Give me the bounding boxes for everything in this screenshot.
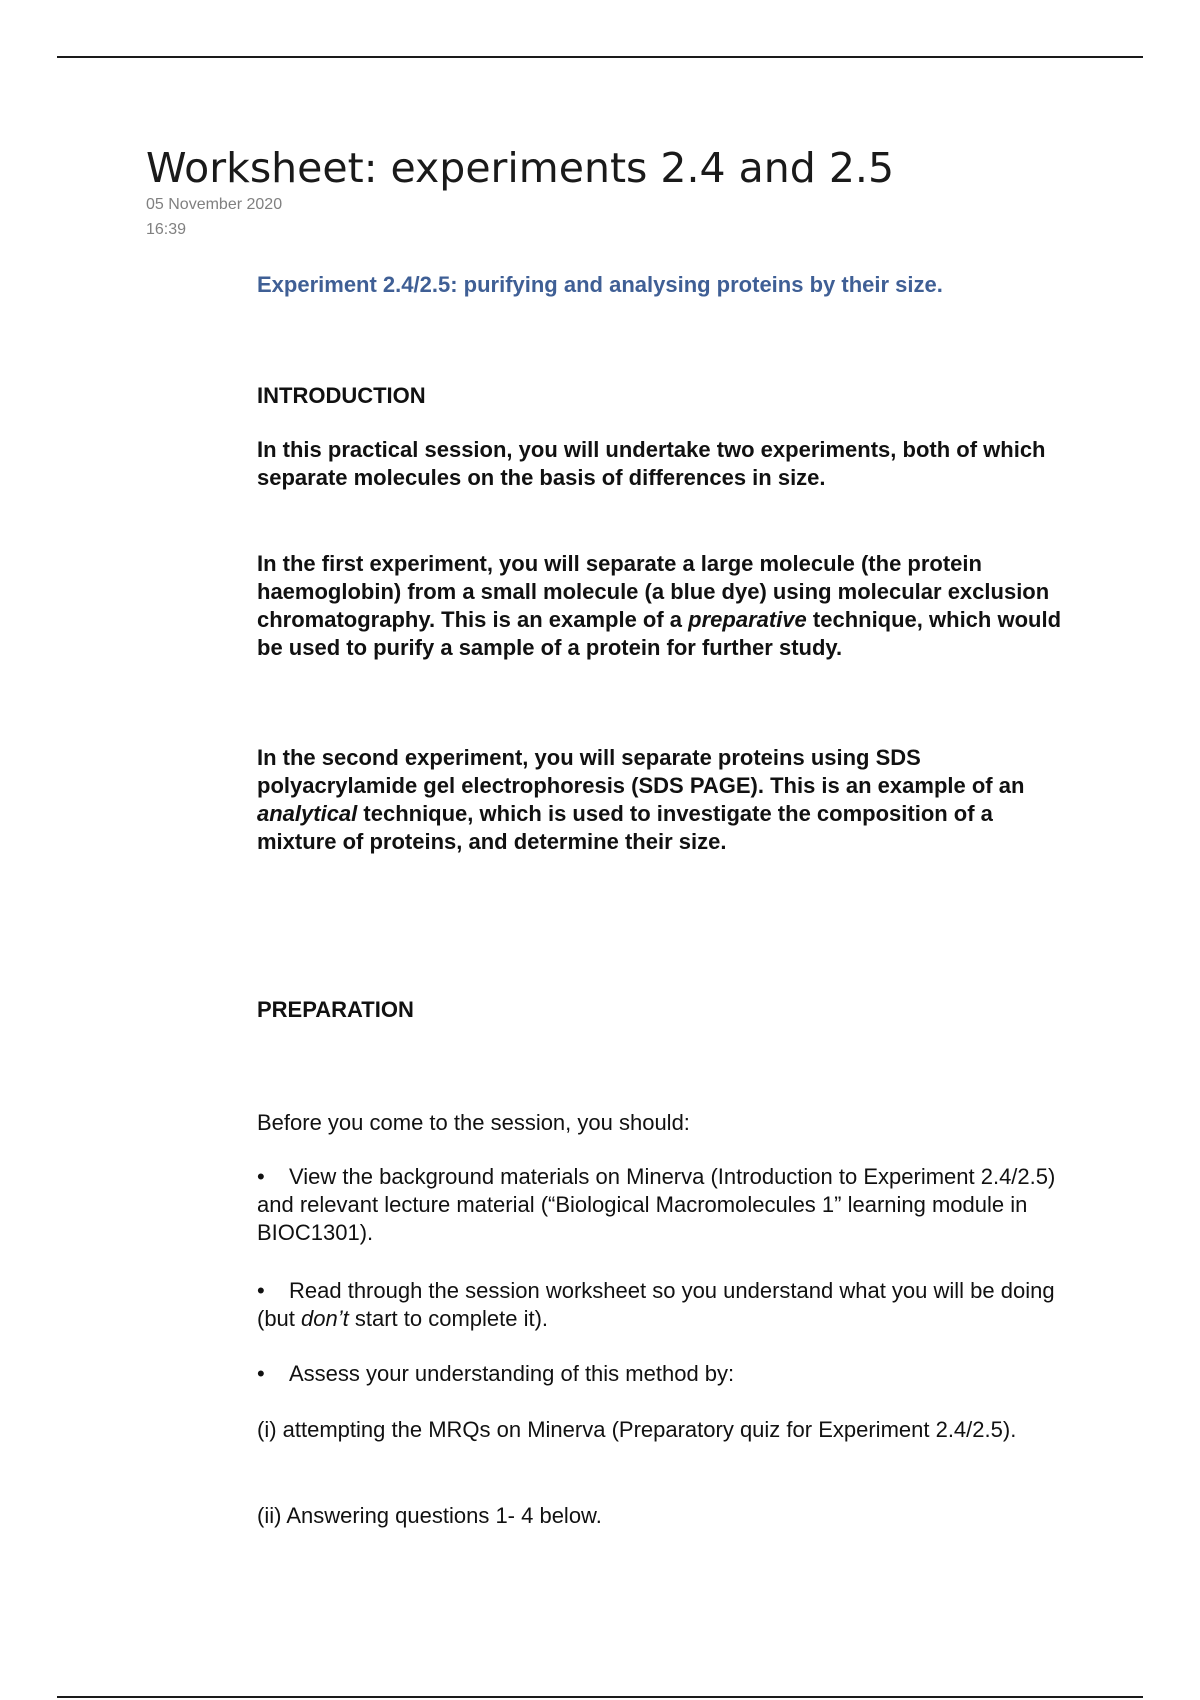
preparation-bullet-3 — [257, 1360, 1067, 1388]
experiment-subheading: Experiment 2.4/2.5: purifying and analysing proteins by their size. — [257, 272, 943, 297]
intro-paragraph-3 — [257, 744, 1067, 856]
intro-paragraph-2-text-b: technique, which would be used to purify a sample of a protein for further study. — [257, 607, 1062, 660]
page-title: Worksheet: experiments 2.4 and 2.5 — [146, 144, 895, 192]
preparation-bullet-2-text-a: Read through the session worksheet so you understand what you will be doing (but — [257, 1278, 1055, 1331]
analytical-emphasis: analytical — [257, 801, 358, 826]
bullet-marker: • — [257, 1361, 265, 1386]
page-time: 16:39 — [146, 221, 187, 238]
preparation-bullet-3-text: Assess your understanding of this method by: — [289, 1361, 735, 1386]
intro-paragraph-2 — [257, 550, 1067, 662]
bullet-marker: • — [257, 1278, 265, 1303]
bottom-rule — [57, 1696, 1143, 1698]
preparation-intro: Before you come to the session, you should: — [257, 1110, 690, 1135]
intro-paragraph-2-text-a: In the first experiment, you will separate a large molecule (the protein haemoglobin) from a small molecule (a blue dye) using molecular exclusion chromatography. This is an example of a — [257, 551, 1050, 632]
preparation-bullet-1 — [257, 1163, 1067, 1247]
preparation-bullet-1-text: View the background materials on Minerva (Introduction to Experiment 2.4/2.5) and relevant lecture material (“Biological Macromolecules 1” learning module in BIOC1301). — [257, 1164, 1056, 1245]
top-rule — [57, 56, 1143, 58]
preparation-bullet-2 — [257, 1277, 1067, 1333]
preparative-emphasis: preparative — [688, 607, 807, 632]
bullet-marker: • — [257, 1164, 265, 1189]
preparation-subitem-1: (i) attempting the MRQs on Minerva (Preparatory quiz for Experiment 2.4/2.5). — [257, 1417, 1017, 1442]
intro-paragraph-3-text-b: technique, which is used to investigate the composition of a mixture of proteins, and determine their size. — [257, 801, 993, 854]
preparation-heading: PREPARATION — [257, 997, 414, 1022]
preparation-subitem-2: (ii) Answering questions 1- 4 below. — [257, 1503, 602, 1528]
page-date: 05 November 2020 — [146, 196, 283, 213]
introduction-heading: INTRODUCTION — [257, 383, 426, 408]
preparation-bullet-2-text-b: start to complete it). — [348, 1306, 549, 1331]
intro-paragraph-3-text-a: In the second experiment, you will separate proteins using SDS polyacrylamide gel electrophoresis (SDS PAGE). This is an example of an — [257, 745, 1025, 798]
dont-emphasis: don’t — [301, 1306, 349, 1331]
intro-paragraph-1: In this practical session, you will undertake two experiments, both of which separate molecules on the basis of differences in size. — [257, 437, 1046, 490]
